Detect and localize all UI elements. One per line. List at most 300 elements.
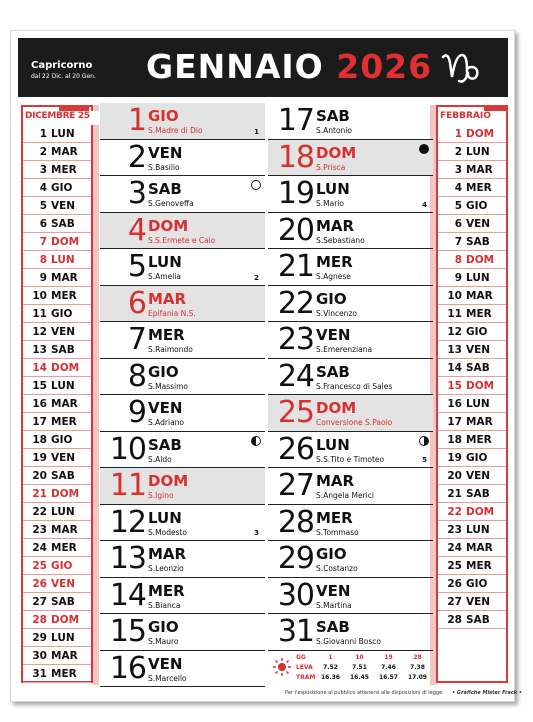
side-day-number: 9 xyxy=(39,272,47,284)
side-day-name: DOM xyxy=(466,128,495,140)
first-quarter-moon-icon xyxy=(251,436,261,446)
day-name: VEN xyxy=(148,399,183,417)
footer-credit: • Grafiche Mister Frack • xyxy=(452,690,523,696)
saint-name: S.Marcello xyxy=(148,673,187,683)
side-day-name: LUN xyxy=(466,524,490,536)
side-day-number: 8 xyxy=(39,254,47,266)
side-day-row xyxy=(23,197,91,215)
side-day-name: LUN xyxy=(51,380,75,392)
side-day-number: 2 xyxy=(454,146,462,158)
week-number: 3 xyxy=(254,529,259,537)
day-name: MAR xyxy=(316,216,355,235)
side-day-row xyxy=(23,629,91,647)
previous-month-list xyxy=(23,125,91,683)
side-day-row xyxy=(23,539,91,557)
side-day-number: 12 xyxy=(447,326,462,338)
last-quarter-moon-icon xyxy=(419,436,429,446)
side-day-number: 3 xyxy=(39,164,47,176)
day-number: 9 xyxy=(127,395,146,430)
side-day-number: 5 xyxy=(39,200,47,212)
side-day-row xyxy=(438,377,506,395)
side-day-row xyxy=(438,575,506,593)
sun-row-dates xyxy=(296,653,432,663)
side-day-number: 4 xyxy=(454,182,462,194)
day-number: 25 xyxy=(277,395,314,430)
side-day-row xyxy=(23,305,91,323)
day-row xyxy=(268,140,433,177)
day-name: GIO xyxy=(316,289,347,308)
day-row xyxy=(100,395,265,432)
day-row xyxy=(100,176,265,213)
side-day-number: 10 xyxy=(32,290,47,302)
side-day-number: 9 xyxy=(454,272,462,284)
side-day-name: MER xyxy=(51,416,77,428)
side-day-name: GIO xyxy=(51,434,73,446)
month-name: GENNAIO xyxy=(146,47,324,86)
side-day-number: 15 xyxy=(447,380,462,392)
next-month-title: FEBBRAIO xyxy=(438,111,506,125)
day-number: 13 xyxy=(109,541,146,576)
sunrise-sunset-table xyxy=(270,653,435,685)
side-day-name: MAR xyxy=(51,524,78,536)
side-day-name: GIO xyxy=(51,182,73,194)
side-day-number: 16 xyxy=(32,398,47,410)
side-day-row xyxy=(438,467,506,485)
saint-name: Conversione S.Paolo xyxy=(316,418,393,427)
side-day-number: 27 xyxy=(447,596,462,608)
side-day-name: VEN xyxy=(51,200,76,212)
day-row xyxy=(100,468,265,505)
day-name: MAR xyxy=(148,545,187,563)
side-day-row xyxy=(438,503,506,521)
day-number: 12 xyxy=(109,504,146,540)
left-accent-strip xyxy=(93,105,99,685)
day-row xyxy=(268,103,433,140)
sun-date: 19 xyxy=(384,654,393,661)
next-month-panel xyxy=(436,105,508,683)
sunset-value: 17.09 xyxy=(408,674,427,681)
side-day-name: SAB xyxy=(51,596,75,608)
week-number: 1 xyxy=(254,127,259,136)
day-row xyxy=(100,103,265,140)
side-day-number: 31 xyxy=(32,668,47,680)
saint-name: S.Emerenziana xyxy=(316,345,373,354)
sunrise-value: 7.46 xyxy=(381,664,396,671)
side-day-row xyxy=(23,413,91,431)
year-label: 2026 xyxy=(336,47,433,86)
day-name: GIO xyxy=(148,618,179,636)
day-name: MER xyxy=(148,326,185,344)
saint-name: S.Leonzio xyxy=(148,564,184,573)
side-day-row xyxy=(438,143,506,161)
side-day-row xyxy=(438,341,506,359)
sunset-value: 16.57 xyxy=(379,674,398,681)
previous-month-title: DICEMBRE 25 xyxy=(23,111,121,125)
side-day-row xyxy=(23,431,91,449)
side-day-number: 23 xyxy=(447,524,462,536)
day-number: 20 xyxy=(277,212,314,248)
side-day-number: 25 xyxy=(447,560,462,572)
saint-name: S.Agnese xyxy=(316,272,351,281)
week-number: 4 xyxy=(422,200,427,209)
side-day-row xyxy=(438,215,506,233)
side-day-name: DOM xyxy=(51,236,80,248)
day-name: VEN xyxy=(148,654,183,673)
day-row xyxy=(268,614,433,651)
day-name: GIO xyxy=(148,107,179,125)
side-day-name: MAR xyxy=(51,650,78,662)
side-day-row xyxy=(23,287,91,305)
day-name: MER xyxy=(316,253,353,271)
side-day-name: DOM xyxy=(466,380,495,392)
side-day-number: 19 xyxy=(32,452,47,464)
side-day-row xyxy=(438,593,506,611)
side-day-number: 6 xyxy=(39,218,47,230)
day-number: 2 xyxy=(127,139,146,175)
side-day-row xyxy=(23,341,91,359)
saint-name: S.Adriano xyxy=(148,418,185,427)
saint-name: S.Costanzo xyxy=(316,564,358,573)
side-day-name: SAB xyxy=(51,344,75,356)
side-day-name: VEN xyxy=(466,344,491,356)
side-day-name: MAR xyxy=(466,164,493,176)
day-row xyxy=(268,359,433,396)
saint-name: S.Amelia xyxy=(148,272,181,281)
side-day-name: DOM xyxy=(466,506,495,518)
side-day-name: MAR xyxy=(51,272,78,284)
side-day-name: MER xyxy=(466,182,492,194)
side-day-number: 21 xyxy=(447,488,462,500)
day-name: SAB xyxy=(148,180,182,198)
day-number: 17 xyxy=(277,103,314,138)
side-day-row xyxy=(23,143,91,161)
side-day-name: GIO xyxy=(51,308,73,320)
saint-name: S.Madre di Dio xyxy=(148,126,203,135)
side-day-number: 24 xyxy=(32,542,47,554)
sun-grid xyxy=(296,653,432,683)
side-day-row xyxy=(438,305,506,323)
side-day-number: 19 xyxy=(447,452,462,464)
day-row xyxy=(268,578,433,615)
side-day-row xyxy=(23,593,91,611)
side-day-row xyxy=(23,449,91,467)
day-name: MAR xyxy=(148,289,187,308)
day-row xyxy=(100,322,265,359)
side-day-number: 22 xyxy=(32,506,47,518)
day-row xyxy=(100,578,265,615)
side-day-row xyxy=(23,251,91,269)
side-day-row xyxy=(23,233,91,251)
day-name: MER xyxy=(316,508,353,527)
saint-name: S.Massimo xyxy=(148,381,189,391)
side-day-row xyxy=(23,503,91,521)
sun-date: 10 xyxy=(355,654,364,661)
side-day-name: MAR xyxy=(51,398,78,410)
side-day-row xyxy=(23,359,91,377)
day-row xyxy=(268,541,433,578)
side-day-number: 13 xyxy=(32,344,47,356)
saint-name: S.Martina xyxy=(316,600,352,610)
side-day-number: 13 xyxy=(447,344,462,356)
side-day-row xyxy=(23,179,91,197)
day-name: GIO xyxy=(148,362,179,381)
day-name: VEN xyxy=(316,581,351,600)
side-day-name: MAR xyxy=(51,146,78,158)
side-day-number: 7 xyxy=(454,236,462,248)
day-row xyxy=(100,432,265,469)
day-row xyxy=(268,249,433,286)
side-day-name: GIO xyxy=(466,452,488,464)
side-day-row xyxy=(23,377,91,395)
day-number: 7 xyxy=(127,322,146,357)
side-day-name: DOM xyxy=(51,488,80,500)
day-row xyxy=(100,359,265,396)
side-day-row xyxy=(438,449,506,467)
day-row xyxy=(100,505,265,542)
side-day-number: 20 xyxy=(32,470,47,482)
day-row xyxy=(100,541,265,578)
side-day-row xyxy=(23,269,91,287)
side-day-number: 26 xyxy=(447,578,462,590)
day-name: LUN xyxy=(316,435,350,454)
side-day-name: MAR xyxy=(466,290,493,302)
side-day-name: VEN xyxy=(466,470,491,482)
day-number: 14 xyxy=(109,577,146,613)
day-number: 19 xyxy=(277,176,314,211)
side-day-number: 5 xyxy=(454,200,462,212)
day-name: SAB xyxy=(148,435,182,454)
day-name: GIO xyxy=(316,545,347,563)
side-day-row xyxy=(438,323,506,341)
day-name: VEN xyxy=(148,143,183,162)
day-number: 30 xyxy=(277,577,314,613)
side-day-number: 10 xyxy=(447,290,462,302)
saint-name: S.Mauro xyxy=(148,637,179,646)
side-day-row xyxy=(23,521,91,539)
side-day-name: VEN xyxy=(51,452,76,464)
side-day-name: GIO xyxy=(466,326,488,338)
full-moon-icon xyxy=(251,180,261,190)
side-day-number: 6 xyxy=(454,218,462,230)
saint-name: S.Aldo xyxy=(148,454,172,464)
side-day-name: MER xyxy=(51,164,77,176)
side-day-row xyxy=(438,485,506,503)
side-day-name: LUN xyxy=(51,128,75,140)
side-day-number: 28 xyxy=(447,614,462,626)
side-day-row xyxy=(23,485,91,503)
month-title xyxy=(146,47,432,87)
side-day-name: DOM xyxy=(466,254,495,266)
side-day-row xyxy=(438,197,506,215)
side-day-row xyxy=(438,557,506,575)
side-day-name: LUN xyxy=(51,632,75,644)
side-day-row xyxy=(23,215,91,233)
side-day-name: DOM xyxy=(51,614,80,626)
sun-date: 28 xyxy=(413,654,422,661)
day-number: 21 xyxy=(277,249,314,284)
side-day-row xyxy=(438,521,506,539)
side-day-row xyxy=(23,575,91,593)
side-day-number: 17 xyxy=(32,416,47,428)
day-name: LUN xyxy=(148,508,182,527)
side-day-number: 12 xyxy=(32,326,47,338)
side-day-number: 14 xyxy=(32,362,47,374)
day-number: 11 xyxy=(109,468,146,503)
day-name: SAB xyxy=(316,362,350,381)
side-day-name: GIO xyxy=(466,578,488,590)
saint-name: S.Sebastiano xyxy=(316,235,365,245)
day-number: 4 xyxy=(127,212,146,248)
side-day-name: MER xyxy=(51,542,77,554)
side-day-row xyxy=(23,611,91,629)
side-day-number: 20 xyxy=(447,470,462,482)
zodiac-sign-name: Capricorno xyxy=(31,60,93,71)
side-day-name: MER xyxy=(51,290,77,302)
day-number: 28 xyxy=(277,504,314,540)
side-day-row xyxy=(23,557,91,575)
side-day-number: 22 xyxy=(447,506,462,518)
day-number: 26 xyxy=(277,431,314,467)
saint-name: S.Vincenzo xyxy=(316,308,357,318)
side-day-name: LUN xyxy=(51,254,75,266)
side-day-name: VEN xyxy=(51,326,76,338)
saint-name: S.Prisca xyxy=(316,162,346,172)
side-day-name: VEN xyxy=(466,596,491,608)
day-row xyxy=(100,249,265,286)
saint-name: S.Basilio xyxy=(148,162,180,172)
side-day-row xyxy=(438,539,506,557)
sun-date: 1 xyxy=(328,654,333,661)
saint-name: S.Giovanni Bosco xyxy=(316,637,381,646)
side-day-row xyxy=(438,233,506,251)
sunrise-value: 7.38 xyxy=(410,664,425,671)
day-number: 1 xyxy=(127,103,146,138)
side-day-number: 7 xyxy=(39,236,47,248)
side-day-number: 26 xyxy=(32,578,47,590)
side-day-row xyxy=(23,647,91,665)
days-column-second xyxy=(268,103,433,651)
side-day-row xyxy=(438,287,506,305)
day-number: 23 xyxy=(277,322,314,357)
side-day-number: 27 xyxy=(32,596,47,608)
sunset-value: 16.36 xyxy=(321,674,340,681)
day-number: 31 xyxy=(277,614,314,649)
side-day-number: 11 xyxy=(447,308,462,320)
saint-name: S.Modesto xyxy=(148,527,188,537)
side-day-name: GIO xyxy=(466,200,488,212)
side-day-number: 4 xyxy=(39,182,47,194)
side-day-number: 8 xyxy=(454,254,462,266)
side-day-number: 28 xyxy=(32,614,47,626)
saint-name: S.Tommaso xyxy=(316,527,359,537)
day-row xyxy=(268,468,433,505)
day-row xyxy=(100,614,265,651)
sun-icon xyxy=(273,658,291,676)
side-day-row xyxy=(438,431,506,449)
saint-name: S.S.Ermete e Caio xyxy=(148,235,216,245)
side-day-row xyxy=(438,251,506,269)
sun-row-tram xyxy=(296,673,432,683)
day-row xyxy=(268,322,433,359)
day-row xyxy=(268,505,433,542)
capricorn-icon xyxy=(437,43,485,91)
saint-name: S.Angela Merici xyxy=(316,491,374,500)
side-day-name: VEN xyxy=(51,578,76,590)
side-day-row xyxy=(438,179,506,197)
side-day-row xyxy=(438,359,506,377)
day-number: 29 xyxy=(277,541,314,576)
sun-label-tram: TRAM xyxy=(296,674,316,681)
day-number: 18 xyxy=(277,139,314,175)
side-day-name: LUN xyxy=(466,398,490,410)
side-day-name: LUN xyxy=(51,506,75,518)
day-row xyxy=(100,213,265,250)
day-number: 27 xyxy=(277,468,314,503)
footer-legal-note: Per l'esposizione al pubblico attenersi alle disposizioni di legge xyxy=(285,690,443,696)
side-day-name: GIO xyxy=(51,560,73,572)
side-day-name: SAB xyxy=(51,218,75,230)
day-row xyxy=(268,395,433,432)
day-row xyxy=(100,286,265,323)
side-day-number: 24 xyxy=(447,542,462,554)
sun-label-leva: LEVA xyxy=(296,664,313,671)
side-day-number: 14 xyxy=(447,362,462,374)
day-number: 3 xyxy=(127,176,146,211)
side-day-row xyxy=(23,161,91,179)
day-row xyxy=(268,176,433,213)
day-name: LUN xyxy=(316,180,350,198)
day-name: VEN xyxy=(316,326,351,344)
side-day-row xyxy=(438,611,506,629)
side-day-number: 16 xyxy=(447,398,462,410)
side-day-number: 1 xyxy=(454,128,462,140)
new-moon-icon xyxy=(419,144,429,154)
side-day-number: 3 xyxy=(454,164,462,176)
day-name: SAB xyxy=(316,618,350,636)
side-day-name: MAR xyxy=(466,416,493,428)
saint-name: S.Raimondo xyxy=(148,345,193,354)
saint-name: S.Igino xyxy=(148,491,174,500)
day-number: 24 xyxy=(277,358,314,394)
sun-row-leva xyxy=(296,663,432,673)
day-number: 22 xyxy=(277,285,314,321)
side-day-name: LUN xyxy=(466,146,490,158)
side-day-name: SAB xyxy=(466,614,490,626)
day-name: LUN xyxy=(148,253,182,271)
side-day-number: 21 xyxy=(32,488,47,500)
side-day-number: 17 xyxy=(447,416,462,428)
day-number: 15 xyxy=(109,614,146,649)
day-row xyxy=(268,432,433,469)
day-number: 16 xyxy=(109,650,146,686)
day-number: 5 xyxy=(127,249,146,284)
day-row xyxy=(100,140,265,177)
side-day-number: 30 xyxy=(32,650,47,662)
side-day-name: MAR xyxy=(466,542,493,554)
side-day-name: SAB xyxy=(466,488,490,500)
days-column-first xyxy=(100,103,265,687)
day-number: 10 xyxy=(109,431,146,467)
saint-name: S.Francesco di Sales xyxy=(316,381,393,391)
side-day-number: 1 xyxy=(39,128,47,140)
sun-label-gg: GG xyxy=(296,654,306,661)
sunrise-value: 7.52 xyxy=(323,664,338,671)
side-day-name: MER xyxy=(466,308,492,320)
day-name: DOM xyxy=(148,472,189,490)
week-number: 2 xyxy=(254,273,259,282)
day-name: MAR xyxy=(316,472,355,490)
side-day-row xyxy=(23,323,91,341)
